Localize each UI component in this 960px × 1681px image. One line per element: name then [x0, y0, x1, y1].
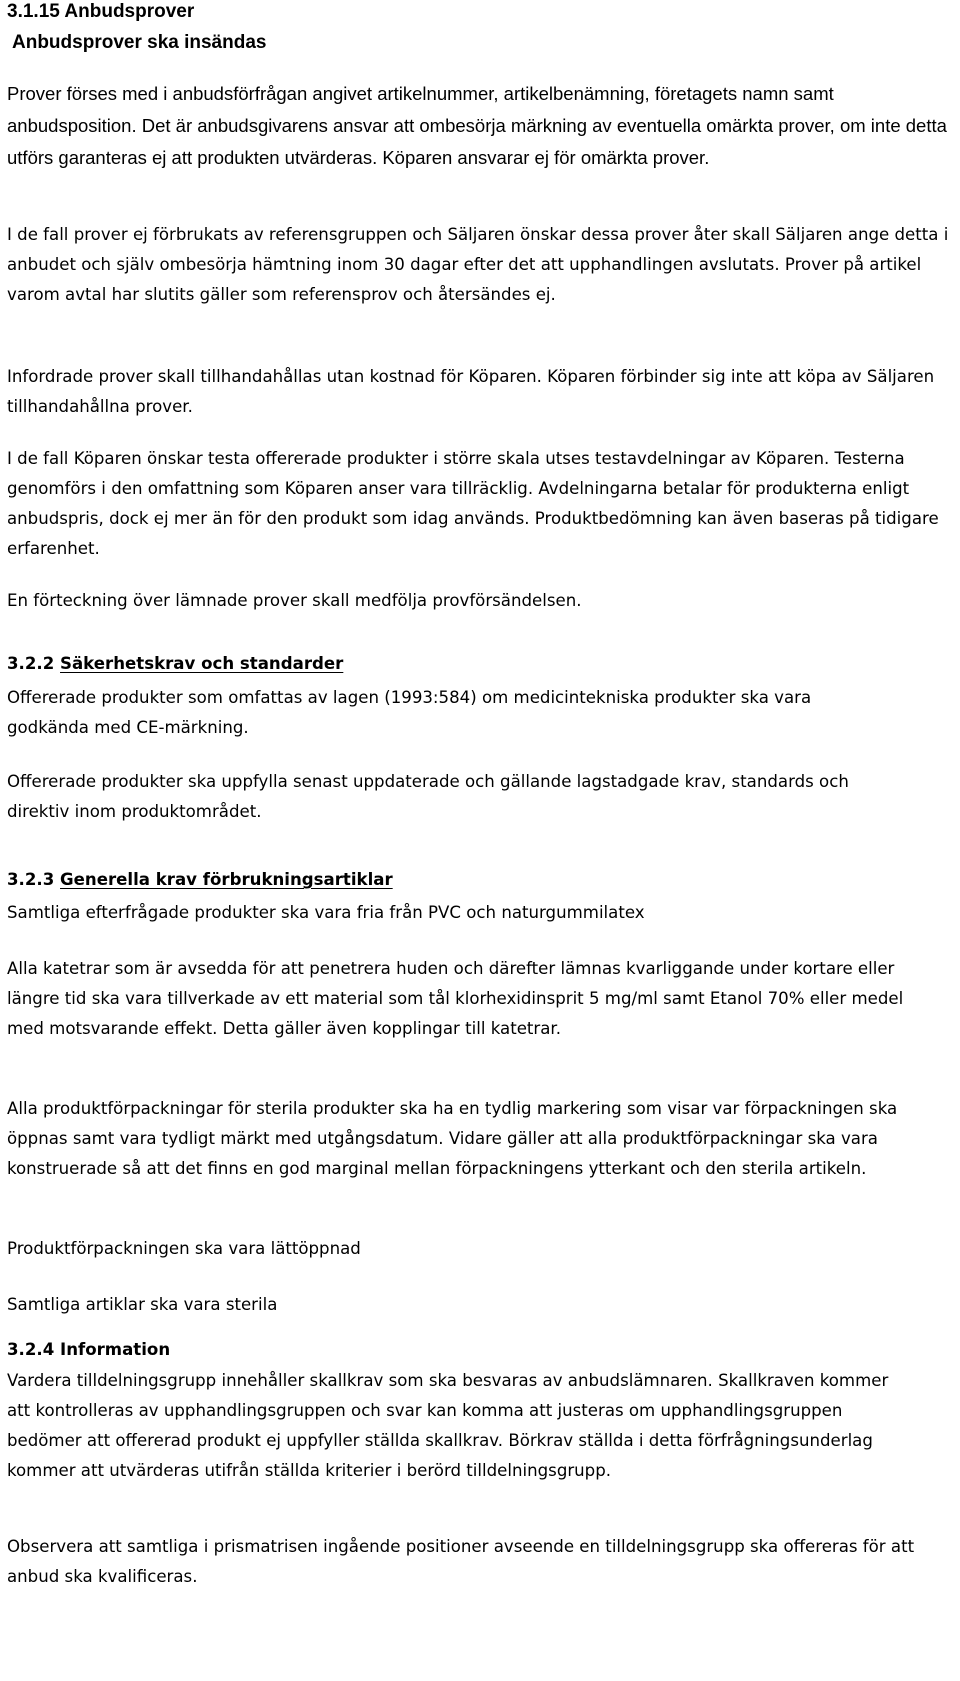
paragraph-lattoppnad: Produktförpackningen ska vara lättöppnad: [7, 1239, 361, 1258]
paragraph-forteckning-prover: En förteckning över lämnade prover skall medfölja provförsändelsen.: [7, 591, 582, 610]
paragraph-ce-markning: Offererade produkter som omfattas av lagen (1993:584) om medicintekniska produkter ska vara godkända med CE-märkning.: [7, 688, 812, 737]
paragraph-prismatris: Observera att samtliga i prismatrisen ingående positioner avseende en tilldelningsgrupp ska offereras för att anbud ska kvalificeras.: [7, 1537, 915, 1586]
paragraph-prover-atersandning: I de fall prover ej förbrukats av referensgruppen och Säljaren önskar dessa prover åter skall Säljaren ange detta i anbudet och själv ombesörja hämtning inom 30 dagar efter det att upphandlingen avslutats. Prover på artikel varom avtal har slutits gäller som referensprov och återsändes ej.: [7, 225, 949, 304]
subheading-anbudsprover-insandas: Anbudsprover ska insändas: [12, 32, 267, 53]
section-heading-sakerhetskrav: [7, 650, 343, 678]
paragraph-produktforpackningar: Alla produktförpackningar för sterila produkter ska ha en tydlig markering som visar var förpackningen ska öppnas samt vara tydligt märkt med utgångsdatum. Vidare gäller att alla produktförpackningar ska vara konstruerade så att det finns en god marginal mellan förpackningens ytterkant och den sterila artikeln.: [7, 1099, 898, 1178]
paragraph-testavdelningar: I de fall Köparen önskar testa offererade produkter i större skala utses testavdelningar av Köparen. Testerna genomförs i den omfattning som Köparen anser vara tillräcklig. Avdelningarna betalar för produkterna enligt anbudspris, dock ej mer än för den produkt som idag används. Produktbedömning kan även baseras på tidigare erfarenhet.: [7, 449, 939, 558]
paragraph-lagstadgade-krav: Offererade produkter ska uppfylla senast uppdaterade och gällande lagstadgade krav, standards och direktiv inom produktområdet.: [7, 772, 849, 821]
section-heading-anbudsprover: 3.1.15 Anbudsprover: [7, 1, 195, 22]
section-number: 3.2.3: [7, 870, 55, 889]
paragraph-infordrade-prover: Infordrade prover skall tillhandahållas utan kostnad för Köparen. Köparen förbinder sig inte att köpa av Säljaren tillhandahållna prover.: [7, 367, 935, 416]
paragraph-katetrar: Alla katetrar som är avsedda för att penetrera huden och därefter lämnas kvarliggande under kortare eller längre tid ska vara tillverkade av ett material som tål klorhexidinsprit 5 mg/ml samt Etanol 70% eller medel med motsvarande effekt. Detta gäller även kopplingar till katetrar.: [7, 959, 904, 1038]
section-title: Säkerhetskrav och standarder: [60, 654, 344, 673]
paragraph-sterila: Samtliga artiklar ska vara sterila: [7, 1295, 278, 1314]
section-heading-generella-krav: [7, 866, 393, 894]
section-title: Generella krav förbrukningsartiklar: [60, 870, 393, 889]
section-number: 3.2.2: [7, 654, 55, 673]
paragraph-prover-markning: Prover förses med i anbudsförfrågan angivet artikelnummer, artikelbenämning, företagets namn samt anbudsposition. Det är anbudsgivarens ansvar att ombesörja märkning av eventuella omärkta prover, om inte detta utförs garanteras ej att produkten utvärderas. Köparen ansvarar ej för omärkta prover.: [7, 83, 947, 168]
section-heading-information: 3.2.4 Information: [7, 1340, 171, 1359]
paragraph-pvc-latex: Samtliga efterfrågade produkter ska vara fria från PVC och naturgummilatex: [7, 903, 645, 922]
paragraph-skallkrav: Vardera tilldelningsgrupp innehåller skallkrav som ska besvaras av anbudslämnaren. Skallkraven kommer att kontrolleras av upphandlingsgruppen och svar kan komma att justeras om upphandlingsgruppen bedömer att offererad produkt ej uppfyller ställda skallkrav. Börkrav ställda i detta förfrågningsunderlag kommer att utvärderas utifrån ställda kriterier i berörd tilldelningsgrupp.: [7, 1371, 889, 1480]
